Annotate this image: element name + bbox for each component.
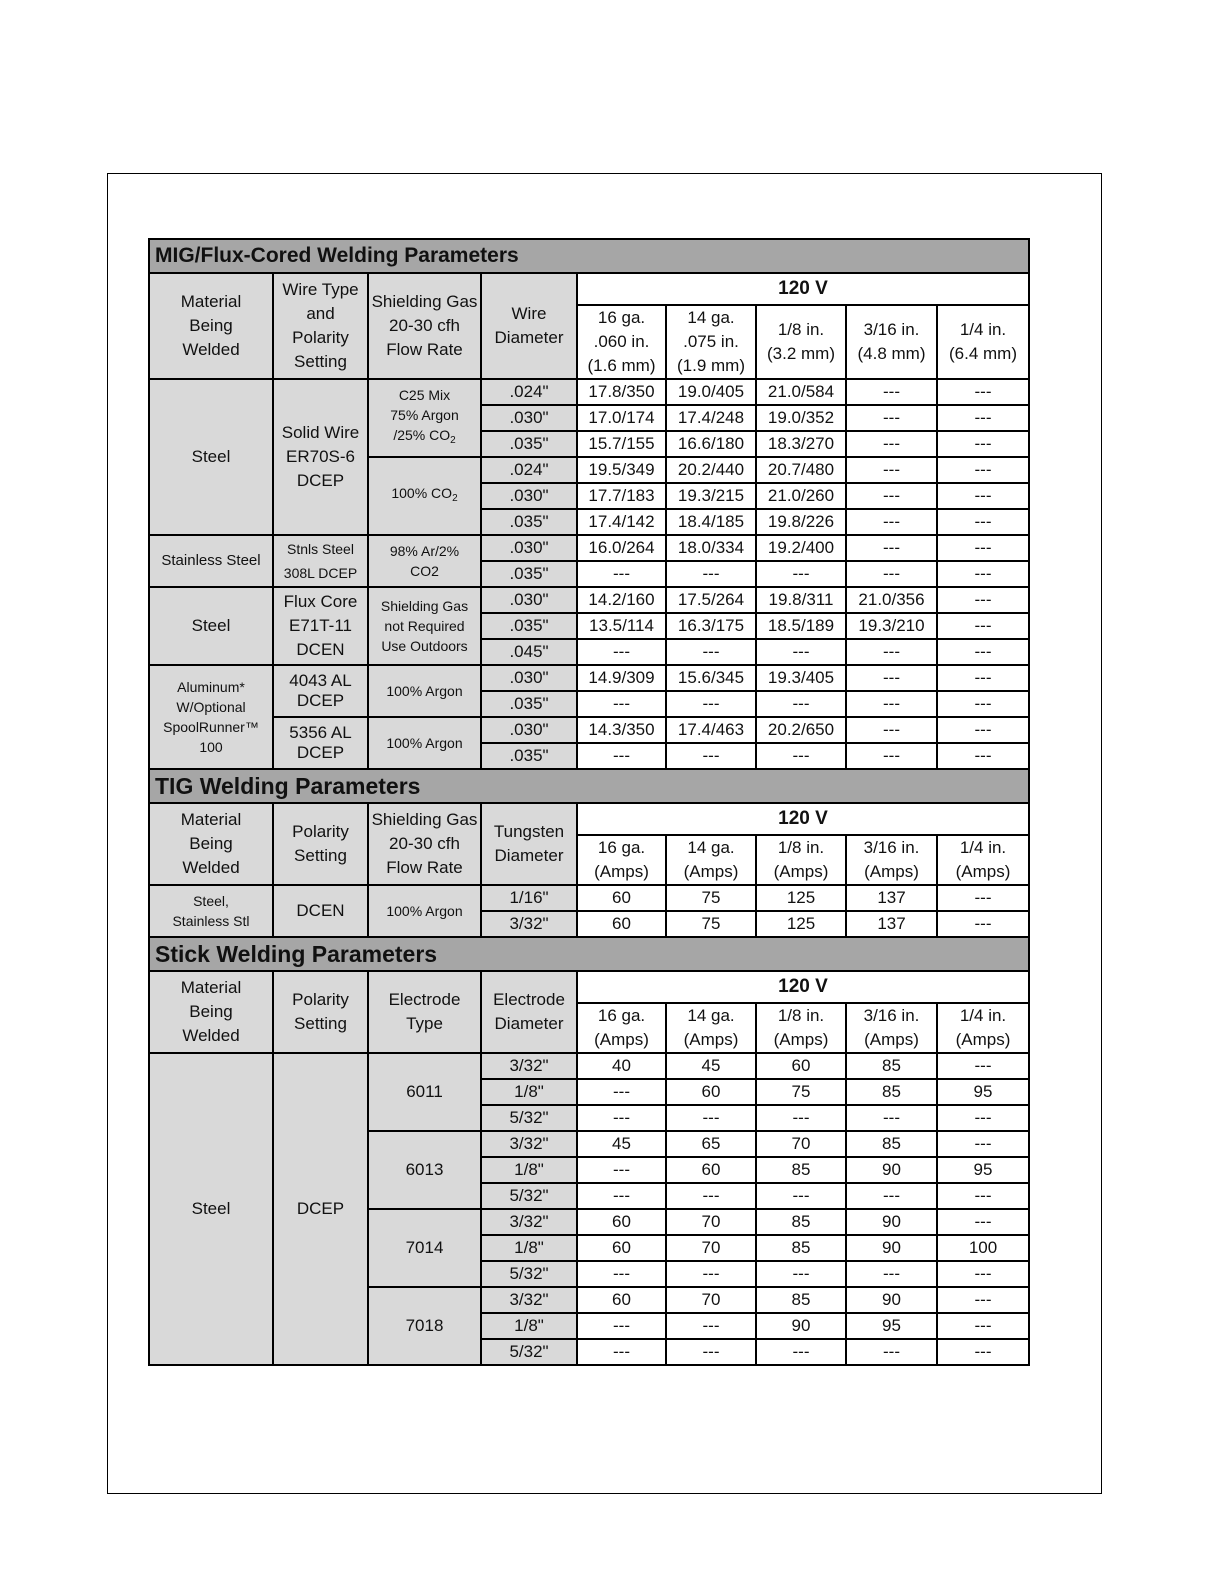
parameter-cell: 16.0/264	[577, 535, 666, 561]
parameter-cell: 17.8/350	[577, 379, 666, 405]
parameter-cell: 17.5/264	[666, 587, 756, 613]
parameter-cell: ---	[846, 483, 937, 509]
amps-cell: 85	[756, 1235, 846, 1261]
amps-cell: 60	[577, 1209, 666, 1235]
electrode-type-cell: 7014	[368, 1209, 481, 1287]
header-material: Material Being Welded	[149, 273, 273, 379]
size-header: 1/4 in. (Amps)	[937, 835, 1029, 885]
header-material: Material Being Welded	[149, 803, 273, 885]
amps-cell: ---	[937, 1313, 1029, 1339]
amps-cell: 137	[846, 885, 937, 911]
amps-cell: ---	[846, 1261, 937, 1287]
parameter-cell: ---	[937, 639, 1029, 665]
parameter-cell: ---	[756, 639, 846, 665]
size-header: 1/8 in. (3.2 mm)	[756, 305, 846, 379]
parameter-cell: 19.3/210	[846, 613, 937, 639]
amps-cell: ---	[937, 911, 1029, 937]
table-row	[149, 803, 1029, 835]
wire-diameter-cell: .035"	[481, 613, 577, 639]
header-polarity: Polarity Setting	[273, 971, 368, 1053]
amps-cell: 75	[666, 911, 756, 937]
amps-cell: 70	[756, 1131, 846, 1157]
parameter-cell: ---	[666, 743, 756, 769]
parameter-cell: 20.7/480	[756, 457, 846, 483]
wire-type-cell: 4043 AL DCEP	[273, 665, 368, 717]
material-cell: Steel	[149, 587, 273, 665]
wire-diameter-cell: .024"	[481, 457, 577, 483]
shielding-gas-cell: 100% Argon	[368, 885, 481, 937]
parameter-cell: ---	[937, 665, 1029, 691]
shielding-gas-cell: Shielding Gas not Required Use Outdoors	[368, 587, 481, 665]
amps-cell: ---	[577, 1079, 666, 1105]
parameter-cell: ---	[937, 561, 1029, 587]
parameter-cell: ---	[577, 561, 666, 587]
amps-cell: 90	[846, 1287, 937, 1313]
parameter-cell: ---	[756, 691, 846, 717]
parameter-cell: ---	[846, 717, 937, 743]
parameter-cell: 17.7/183	[577, 483, 666, 509]
table-row	[149, 273, 1029, 305]
parameter-cell: ---	[937, 717, 1029, 743]
wire-diameter-cell: .030"	[481, 717, 577, 743]
amps-cell: ---	[937, 1339, 1029, 1365]
amps-cell: 60	[577, 1235, 666, 1261]
table-row	[149, 379, 1029, 405]
table-row	[149, 885, 1029, 911]
parameter-cell: 15.7/155	[577, 431, 666, 457]
welding-parameters-table	[148, 238, 1030, 1366]
size-header: 1/4 in. (Amps)	[937, 1003, 1029, 1053]
amps-cell: 85	[756, 1209, 846, 1235]
wire-type-cell: Stnls Steel 308L DCEP	[273, 535, 368, 587]
table-row	[149, 665, 1029, 691]
amps-cell: 90	[846, 1157, 937, 1183]
parameter-cell: ---	[666, 639, 756, 665]
parameter-cell: ---	[846, 405, 937, 431]
electrode-diameter-cell: 1/8"	[481, 1157, 577, 1183]
table-row	[149, 587, 1029, 613]
parameter-cell: ---	[846, 561, 937, 587]
wire-diameter-cell: .035"	[481, 691, 577, 717]
wire-diameter-cell: .035"	[481, 509, 577, 535]
table-row	[149, 971, 1029, 1003]
amps-cell: ---	[846, 1339, 937, 1365]
wire-diameter-cell: .035"	[481, 431, 577, 457]
amps-cell: 100	[937, 1235, 1029, 1261]
table-row	[149, 937, 1029, 971]
amps-cell: ---	[937, 1053, 1029, 1079]
parameter-cell: ---	[666, 691, 756, 717]
parameter-cell: ---	[937, 483, 1029, 509]
parameter-cell: ---	[666, 561, 756, 587]
amps-cell: ---	[937, 1209, 1029, 1235]
amps-cell: 125	[756, 885, 846, 911]
amps-cell: ---	[666, 1261, 756, 1287]
size-header: 14 ga. (Amps)	[666, 1003, 756, 1053]
parameter-cell: ---	[846, 691, 937, 717]
amps-cell: ---	[756, 1261, 846, 1287]
parameter-cell: 18.3/270	[756, 431, 846, 457]
parameter-cell: ---	[846, 509, 937, 535]
parameter-cell: 13.5/114	[577, 613, 666, 639]
electrode-type-cell: 6013	[368, 1131, 481, 1209]
parameter-cell: ---	[937, 587, 1029, 613]
voltage-header: 120 V	[577, 273, 1029, 305]
wire-diameter-cell: .045"	[481, 639, 577, 665]
parameter-cell: 17.4/142	[577, 509, 666, 535]
shielding-gas-cell: 98% Ar/2% CO2	[368, 535, 481, 587]
amps-cell: ---	[756, 1339, 846, 1365]
header-material: Material Being Welded	[149, 971, 273, 1053]
parameter-cell: 21.0/356	[846, 587, 937, 613]
parameter-cell: ---	[937, 535, 1029, 561]
amps-cell: 60	[577, 885, 666, 911]
electrode-diameter-cell: 5/32"	[481, 1339, 577, 1365]
parameter-cell: 21.0/584	[756, 379, 846, 405]
amps-cell: 90	[846, 1235, 937, 1261]
header-shielding-gas: Shielding Gas 20-30 cfh Flow Rate	[368, 273, 481, 379]
tig-section-title: TIG Welding Parameters	[149, 769, 1029, 803]
wire-diameter-cell: .030"	[481, 483, 577, 509]
electrode-type-cell: 6011	[368, 1053, 481, 1131]
parameter-cell: 18.5/189	[756, 613, 846, 639]
parameter-cell: 14.2/160	[577, 587, 666, 613]
header-electrode-diameter: Electrode Diameter	[481, 971, 577, 1053]
amps-cell: ---	[666, 1183, 756, 1209]
amps-cell: 85	[756, 1287, 846, 1313]
amps-cell: ---	[577, 1339, 666, 1365]
wire-diameter-cell: .030"	[481, 405, 577, 431]
parameter-cell: ---	[937, 431, 1029, 457]
parameter-cell: 17.4/248	[666, 405, 756, 431]
electrode-diameter-cell: 3/32"	[481, 1053, 577, 1079]
parameter-cell: ---	[756, 561, 846, 587]
amps-cell: 75	[666, 885, 756, 911]
wire-diameter-cell: .030"	[481, 535, 577, 561]
amps-cell: 90	[846, 1209, 937, 1235]
amps-cell: 45	[666, 1053, 756, 1079]
amps-cell: ---	[666, 1339, 756, 1365]
parameter-cell: ---	[937, 379, 1029, 405]
parameter-cell: 20.2/440	[666, 457, 756, 483]
amps-cell: ---	[666, 1105, 756, 1131]
parameter-cell: ---	[846, 639, 937, 665]
amps-cell: 85	[846, 1079, 937, 1105]
polarity-cell: DCEN	[273, 885, 368, 937]
parameter-cell: 14.9/309	[577, 665, 666, 691]
amps-cell: ---	[577, 1183, 666, 1209]
parameter-cell: 19.8/226	[756, 509, 846, 535]
voltage-header: 120 V	[577, 803, 1029, 835]
header-shielding-gas: Shielding Gas 20-30 cfh Flow Rate	[368, 803, 481, 885]
size-header: 1/4 in. (6.4 mm)	[937, 305, 1029, 379]
size-header: 14 ga. (Amps)	[666, 835, 756, 885]
parameter-cell: 19.0/352	[756, 405, 846, 431]
electrode-type-cell: 7018	[368, 1287, 481, 1365]
material-cell-aluminum: Aluminum* W/Optional SpoolRunner™ 100	[149, 665, 273, 769]
amps-cell: ---	[937, 1183, 1029, 1209]
wire-type-cell: Solid Wire ER70S-6 DCEP	[273, 379, 368, 535]
parameter-cell: 15.6/345	[666, 665, 756, 691]
wire-diameter-cell: .030"	[481, 587, 577, 613]
amps-cell: 40	[577, 1053, 666, 1079]
parameter-cell: 21.0/260	[756, 483, 846, 509]
amps-cell: 137	[846, 911, 937, 937]
parameter-cell: ---	[937, 457, 1029, 483]
amps-cell: 70	[666, 1235, 756, 1261]
amps-cell: ---	[937, 1287, 1029, 1313]
electrode-diameter-cell: 5/32"	[481, 1183, 577, 1209]
amps-cell: 85	[846, 1131, 937, 1157]
amps-cell: 60	[666, 1157, 756, 1183]
amps-cell: 60	[666, 1079, 756, 1105]
parameter-cell: 16.3/175	[666, 613, 756, 639]
size-header: 1/8 in. (Amps)	[756, 1003, 846, 1053]
wire-type-cell: Flux Core E71T-11 DCEN	[273, 587, 368, 665]
parameter-cell: ---	[846, 665, 937, 691]
parameter-cell: 16.6/180	[666, 431, 756, 457]
material-cell: Steel	[149, 1053, 273, 1365]
wire-diameter-cell: .024"	[481, 379, 577, 405]
size-header: 16 ga. (Amps)	[577, 1003, 666, 1053]
size-header: 3/16 in. (4.8 mm)	[846, 305, 937, 379]
size-header: 3/16 in. (Amps)	[846, 1003, 937, 1053]
amps-cell: 95	[937, 1157, 1029, 1183]
parameter-cell: ---	[937, 509, 1029, 535]
parameter-cell: 18.0/334	[666, 535, 756, 561]
wire-diameter-cell: .035"	[481, 743, 577, 769]
size-header: 16 ga. .060 in. (1.6 mm)	[577, 305, 666, 379]
tungsten-diameter-cell: 3/32"	[481, 911, 577, 937]
amps-cell: ---	[756, 1183, 846, 1209]
parameter-cell: 19.3/215	[666, 483, 756, 509]
wire-type-cell: 5356 AL DCEP	[273, 717, 368, 769]
shielding-gas-cell: 100% Argon	[368, 665, 481, 717]
amps-cell: 70	[666, 1209, 756, 1235]
parameter-cell: ---	[846, 743, 937, 769]
parameter-cell: 19.5/349	[577, 457, 666, 483]
table-row	[149, 717, 1029, 743]
amps-cell: 45	[577, 1131, 666, 1157]
parameter-cell: 19.0/405	[666, 379, 756, 405]
amps-cell: 60	[577, 1287, 666, 1313]
electrode-diameter-cell: 5/32"	[481, 1261, 577, 1287]
amps-cell: 65	[666, 1131, 756, 1157]
parameter-cell: 18.4/185	[666, 509, 756, 535]
amps-cell: 60	[577, 911, 666, 937]
amps-cell: 85	[846, 1053, 937, 1079]
electrode-diameter-cell: 1/8"	[481, 1079, 577, 1105]
header-wire-type: Wire Type and Polarity Setting	[273, 273, 368, 379]
size-header: 14 ga. .075 in. (1.9 mm)	[666, 305, 756, 379]
amps-cell: ---	[577, 1105, 666, 1131]
amps-cell: 125	[756, 911, 846, 937]
parameter-cell: ---	[756, 743, 846, 769]
amps-cell: ---	[937, 1131, 1029, 1157]
parameter-cell: ---	[846, 379, 937, 405]
size-header: 16 ga. (Amps)	[577, 835, 666, 885]
parameter-cell: 19.2/400	[756, 535, 846, 561]
parameter-cell: ---	[577, 743, 666, 769]
parameter-cell: 14.3/350	[577, 717, 666, 743]
material-cell: Steel	[149, 379, 273, 535]
amps-cell: ---	[577, 1313, 666, 1339]
amps-cell: ---	[577, 1157, 666, 1183]
amps-cell: ---	[577, 1261, 666, 1287]
material-cell: Steel, Stainless Stl	[149, 885, 273, 937]
amps-cell: 85	[756, 1157, 846, 1183]
parameter-cell: ---	[846, 457, 937, 483]
header-polarity: Polarity Setting	[273, 803, 368, 885]
parameter-cell: ---	[846, 431, 937, 457]
amps-cell: 95	[846, 1313, 937, 1339]
amps-cell: 70	[666, 1287, 756, 1313]
mig-section-title: MIG/Flux-Cored Welding Parameters	[149, 239, 1029, 273]
parameter-cell: ---	[577, 691, 666, 717]
amps-cell: ---	[846, 1183, 937, 1209]
electrode-diameter-cell: 1/8"	[481, 1313, 577, 1339]
parameter-cell: 19.8/311	[756, 587, 846, 613]
wire-diameter-cell: .035"	[481, 561, 577, 587]
parameter-cell: 20.2/650	[756, 717, 846, 743]
electrode-diameter-cell: 1/8"	[481, 1235, 577, 1261]
wire-diameter-cell: .030"	[481, 665, 577, 691]
electrode-diameter-cell: 3/32"	[481, 1131, 577, 1157]
header-electrode-type: Electrode Type	[368, 971, 481, 1053]
amps-cell: ---	[756, 1105, 846, 1131]
table-row	[149, 239, 1029, 273]
size-header: 1/8 in. (Amps)	[756, 835, 846, 885]
header-tungsten-diameter: Tungsten Diameter	[481, 803, 577, 885]
electrode-diameter-cell: 3/32"	[481, 1287, 577, 1313]
parameter-cell: ---	[846, 535, 937, 561]
stick-section-title: Stick Welding Parameters	[149, 937, 1029, 971]
amps-cell: 95	[937, 1079, 1029, 1105]
parameter-cell: ---	[577, 639, 666, 665]
parameter-cell: 17.4/463	[666, 717, 756, 743]
material-cell: Stainless Steel	[149, 535, 273, 587]
amps-cell: ---	[666, 1313, 756, 1339]
amps-cell: 60	[756, 1053, 846, 1079]
amps-cell: ---	[937, 885, 1029, 911]
electrode-diameter-cell: 3/32"	[481, 1209, 577, 1235]
parameter-cell: 19.3/405	[756, 665, 846, 691]
electrode-diameter-cell: 5/32"	[481, 1105, 577, 1131]
tungsten-diameter-cell: 1/16"	[481, 885, 577, 911]
shielding-gas-cell: 100% Argon	[368, 717, 481, 769]
table-row	[149, 1053, 1029, 1079]
amps-cell: ---	[846, 1105, 937, 1131]
shielding-gas-cell: 100% $CO_2$	[368, 457, 481, 535]
parameter-cell: ---	[937, 405, 1029, 431]
amps-cell: ---	[937, 1105, 1029, 1131]
amps-cell: 90	[756, 1313, 846, 1339]
parameter-cell: ---	[937, 613, 1029, 639]
shielding-gas-cell: C25 Mix 75% Argon /25% $CO_2$	[368, 379, 481, 457]
amps-cell: ---	[937, 1261, 1029, 1287]
polarity-cell: DCEP	[273, 1053, 368, 1365]
table-row	[149, 535, 1029, 561]
voltage-header: 120 V	[577, 971, 1029, 1003]
size-header: 3/16 in. (Amps)	[846, 835, 937, 885]
amps-cell: 75	[756, 1079, 846, 1105]
table-row	[149, 769, 1029, 803]
parameter-cell: 17.0/174	[577, 405, 666, 431]
header-wire-diameter: Wire Diameter	[481, 273, 577, 379]
parameter-cell: ---	[937, 691, 1029, 717]
parameter-cell: ---	[937, 743, 1029, 769]
